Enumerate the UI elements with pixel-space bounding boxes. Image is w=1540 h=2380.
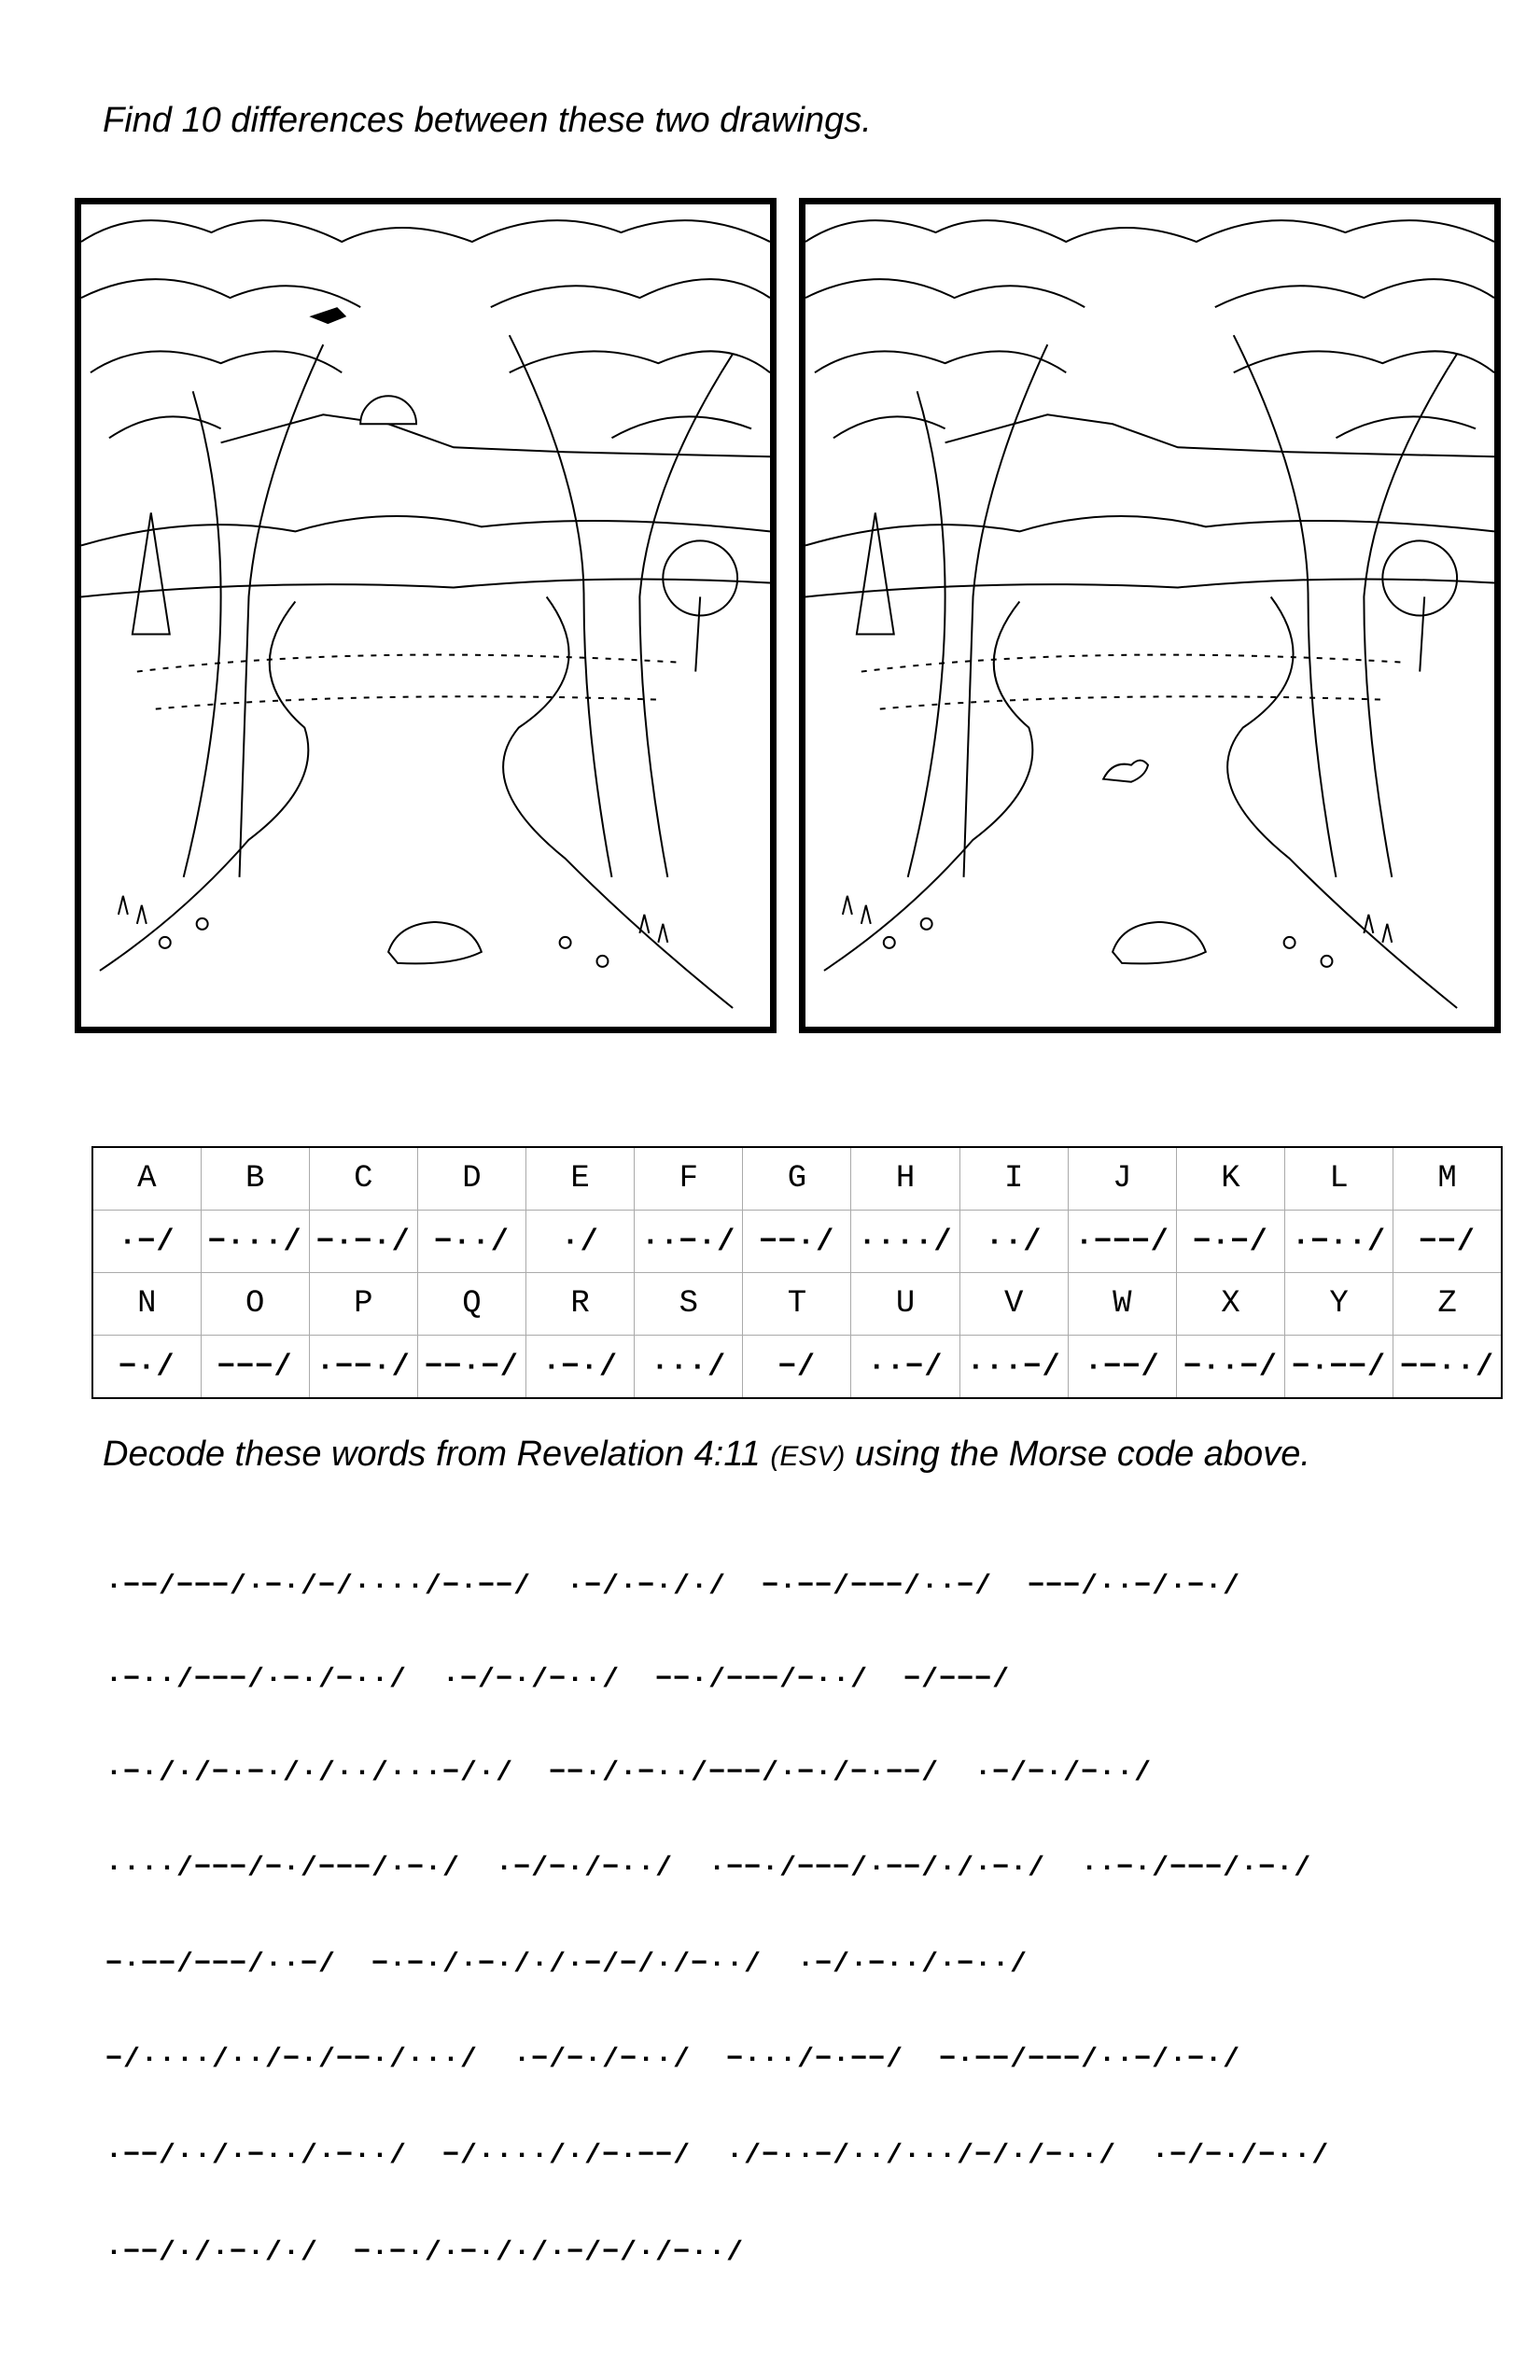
table-cell-letter: U xyxy=(851,1273,959,1336)
letters-row-1 xyxy=(92,1147,1502,1211)
table-cell-letter: G xyxy=(743,1147,851,1211)
table-cell-code: ·/ xyxy=(526,1211,635,1273)
table-cell-letter: C xyxy=(309,1147,417,1211)
table-cell-code: −··/ xyxy=(417,1211,525,1273)
table-cell-code: ··−·/ xyxy=(635,1211,743,1273)
table-cell-letter: J xyxy=(1068,1147,1176,1211)
table-cell-letter: N xyxy=(92,1273,201,1336)
sun-icon xyxy=(360,396,416,424)
table-cell-code: −·−−/ xyxy=(1285,1336,1393,1399)
morse-puzzle-line: ·−−/−−−/·−·/−/····/−·−−/ ·−/·−·/·/ −·−−/−−−/··−/ −−−/··−/·−·/ xyxy=(105,1571,1241,1603)
table-cell-code: ·−−/ xyxy=(1068,1336,1176,1399)
left-drawing-panel xyxy=(75,198,777,1033)
table-cell-letter: B xyxy=(201,1147,309,1211)
decode-instruction xyxy=(103,1435,1310,1475)
table-cell-letter: E xyxy=(526,1147,635,1211)
duck-icon xyxy=(1103,761,1148,782)
table-cell-letter: Q xyxy=(417,1273,525,1336)
table-cell-code: −−·/ xyxy=(743,1211,851,1273)
table-cell-code: −·−/ xyxy=(1176,1211,1284,1273)
table-cell-letter: I xyxy=(959,1147,1068,1211)
table-cell-code: ··/ xyxy=(959,1211,1068,1273)
right-landscape-drawing xyxy=(805,204,1494,1027)
morse-puzzle-line: ·−··/−−−/·−·/−··/ ·−/−·/−··/ −−·/−−−/−··/ −/−−−/ xyxy=(105,1664,1011,1696)
table-cell-letter: H xyxy=(851,1147,959,1211)
differences-instruction: Find 10 differences between these two drawings. xyxy=(103,101,872,140)
table-cell-code: ····/ xyxy=(851,1211,959,1273)
codes-row-1 xyxy=(92,1211,1502,1273)
morse-puzzle-line: ·−·/·/−·−·/·/··/···−/·/ −−·/·−··/−−−/·−·/−·−−/ ·−/−·/−··/ xyxy=(105,1757,1153,1789)
table-cell-letter: O xyxy=(201,1273,309,1336)
table-cell-code: ·−/ xyxy=(92,1211,201,1273)
table-cell-code: −·−·/ xyxy=(309,1211,417,1273)
table-cell-letter: F xyxy=(635,1147,743,1211)
table-cell-code: −·/ xyxy=(92,1336,201,1399)
table-cell-code: −··−/ xyxy=(1176,1336,1284,1399)
morse-puzzle-line: −·−−/−−−/··−/ −·−·/·−·/·/·−/−/·/−··/ ·−/·−··/·−··/ xyxy=(105,1949,1029,1981)
table-cell-letter: P xyxy=(309,1273,417,1336)
table-cell-code: ·−··/ xyxy=(1285,1211,1393,1273)
table-cell-letter: A xyxy=(92,1147,201,1211)
table-cell-code: −···/ xyxy=(201,1211,309,1273)
table-cell-letter: L xyxy=(1285,1147,1393,1211)
table-cell-code: ···/ xyxy=(635,1336,743,1399)
table-cell-code: −−··/ xyxy=(1393,1336,1502,1399)
right-drawing-panel xyxy=(799,198,1501,1033)
morse-puzzle-line: −/····/··/−·/−−·/···/ ·−/−·/−··/ −···/−·−−/ −·−−/−−−/··−/·−·/ xyxy=(105,2044,1241,2076)
table-cell-letter: Y xyxy=(1285,1273,1393,1336)
left-landscape-drawing xyxy=(81,204,770,1027)
table-cell-code: ·−−·/ xyxy=(309,1336,417,1399)
table-cell-code: ··−/ xyxy=(851,1336,959,1399)
table-cell-code: −−·−/ xyxy=(417,1336,525,1399)
table-cell-letter: T xyxy=(743,1273,851,1336)
morse-puzzle-line: ·−−/·/·−·/·/ −·−·/·−·/·/·−/−/·/−··/ xyxy=(105,2237,745,2269)
bird-icon xyxy=(309,307,346,324)
table-cell-letter: Z xyxy=(1393,1273,1502,1336)
table-cell-code: −/ xyxy=(743,1336,851,1399)
morse-puzzle-line: ·−−/··/·−··/·−··/ −/····/·/−·−−/ ·/−··−/··/···/−/·/−··/ ·−/−·/−··/ xyxy=(105,2140,1330,2172)
decode-instruction-suffix: using the Morse code above. xyxy=(845,1435,1310,1474)
table-cell-code: −−/ xyxy=(1393,1211,1502,1273)
table-cell-letter: W xyxy=(1068,1273,1176,1336)
table-cell-code: ···−/ xyxy=(959,1336,1068,1399)
morse-code-table xyxy=(91,1146,1503,1399)
table-cell-letter: M xyxy=(1393,1147,1502,1211)
codes-row-2 xyxy=(92,1336,1502,1399)
table-cell-letter: D xyxy=(417,1147,525,1211)
table-cell-letter: V xyxy=(959,1273,1068,1336)
table-cell-code: −−−/ xyxy=(201,1336,309,1399)
table-cell-letter: K xyxy=(1176,1147,1284,1211)
table-cell-code: ·−−−/ xyxy=(1068,1211,1176,1273)
table-cell-letter: R xyxy=(526,1273,635,1336)
table-cell-code: ·−·/ xyxy=(526,1336,635,1399)
morse-puzzle-line: ····/−−−/−·/−−−/·−·/ ·−/−·/−··/ ·−−·/−−−/·−−/·/·−·/ ··−·/−−−/·−·/ xyxy=(105,1853,1312,1884)
table-cell-letter: S xyxy=(635,1273,743,1336)
decode-instruction-version: (ESV) xyxy=(770,1441,846,1472)
decode-instruction-prefix: Decode these words from Revelation 4:11 xyxy=(103,1435,771,1474)
letters-row-2 xyxy=(92,1273,1502,1336)
table-cell-letter: X xyxy=(1176,1273,1284,1336)
